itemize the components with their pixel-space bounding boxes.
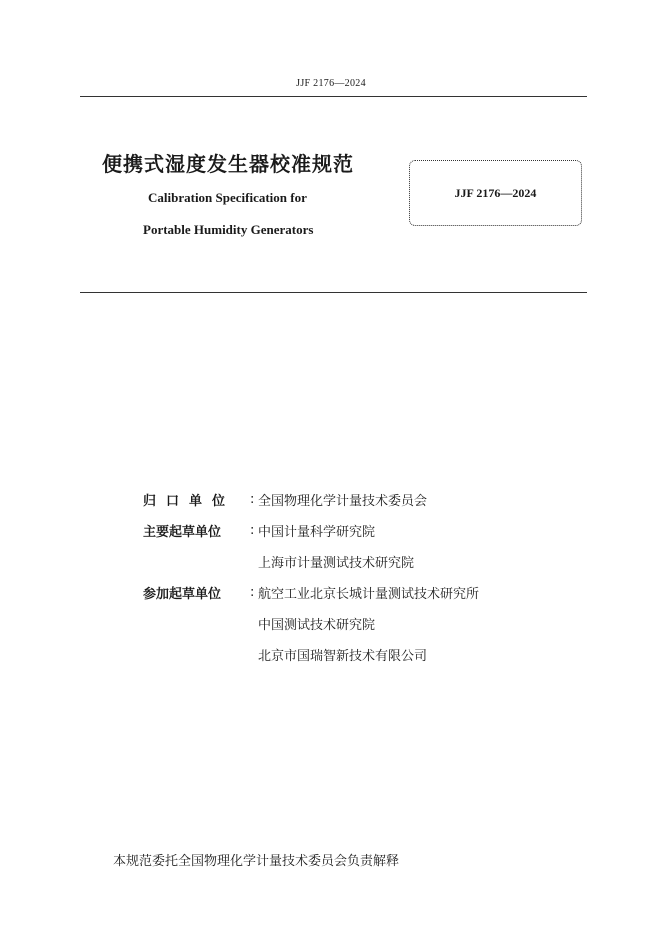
standard-code-box-text: JJF 2176—2024 (454, 185, 537, 200)
header-rule (80, 96, 587, 97)
org-label-responsible: 归口单位 (143, 494, 236, 509)
org-label-participating: 参加起草单位 (143, 587, 222, 602)
title-rule (80, 292, 587, 293)
org-row-main-drafting-cont (143, 546, 583, 577)
title-chinese: 便携式湿度发生器校准规范 (102, 152, 354, 176)
header-standard-code: JJF 2176—2024 (296, 78, 366, 89)
org-row-participating-cont-1 (143, 608, 583, 639)
org-row-participating (143, 577, 583, 608)
org-value-responsible: 全国物理化学计量技术委员会 (258, 494, 428, 509)
org-colon: : (250, 492, 255, 507)
org-colon: : (250, 523, 255, 538)
organizations-section (143, 484, 583, 670)
standard-code-box (409, 160, 582, 226)
org-label-main-drafting: 主要起草单位 (143, 525, 222, 540)
footer-interpretation-note: 本规范委托全国物理化学计量技术委员会负责解释 (113, 854, 400, 869)
org-value-main-drafting-2: 上海市计量测试技术研究院 (258, 556, 415, 571)
org-value-participating-1: 航空工业北京长城计量测试技术研究所 (258, 587, 480, 602)
title-english-line1: Calibration Specification for (148, 190, 307, 205)
org-row-responsible (143, 484, 583, 515)
org-row-participating-cont-2 (143, 639, 583, 670)
org-row-main-drafting (143, 515, 583, 546)
org-value-participating-3: 北京市国瑞智新技术有限公司 (258, 649, 428, 664)
org-value-participating-2: 中国测试技术研究院 (258, 618, 376, 633)
title-english-line2: Portable Humidity Generators (143, 222, 314, 237)
org-value-main-drafting-1: 中国计量科学研究院 (258, 525, 376, 540)
org-colon: : (250, 585, 255, 600)
